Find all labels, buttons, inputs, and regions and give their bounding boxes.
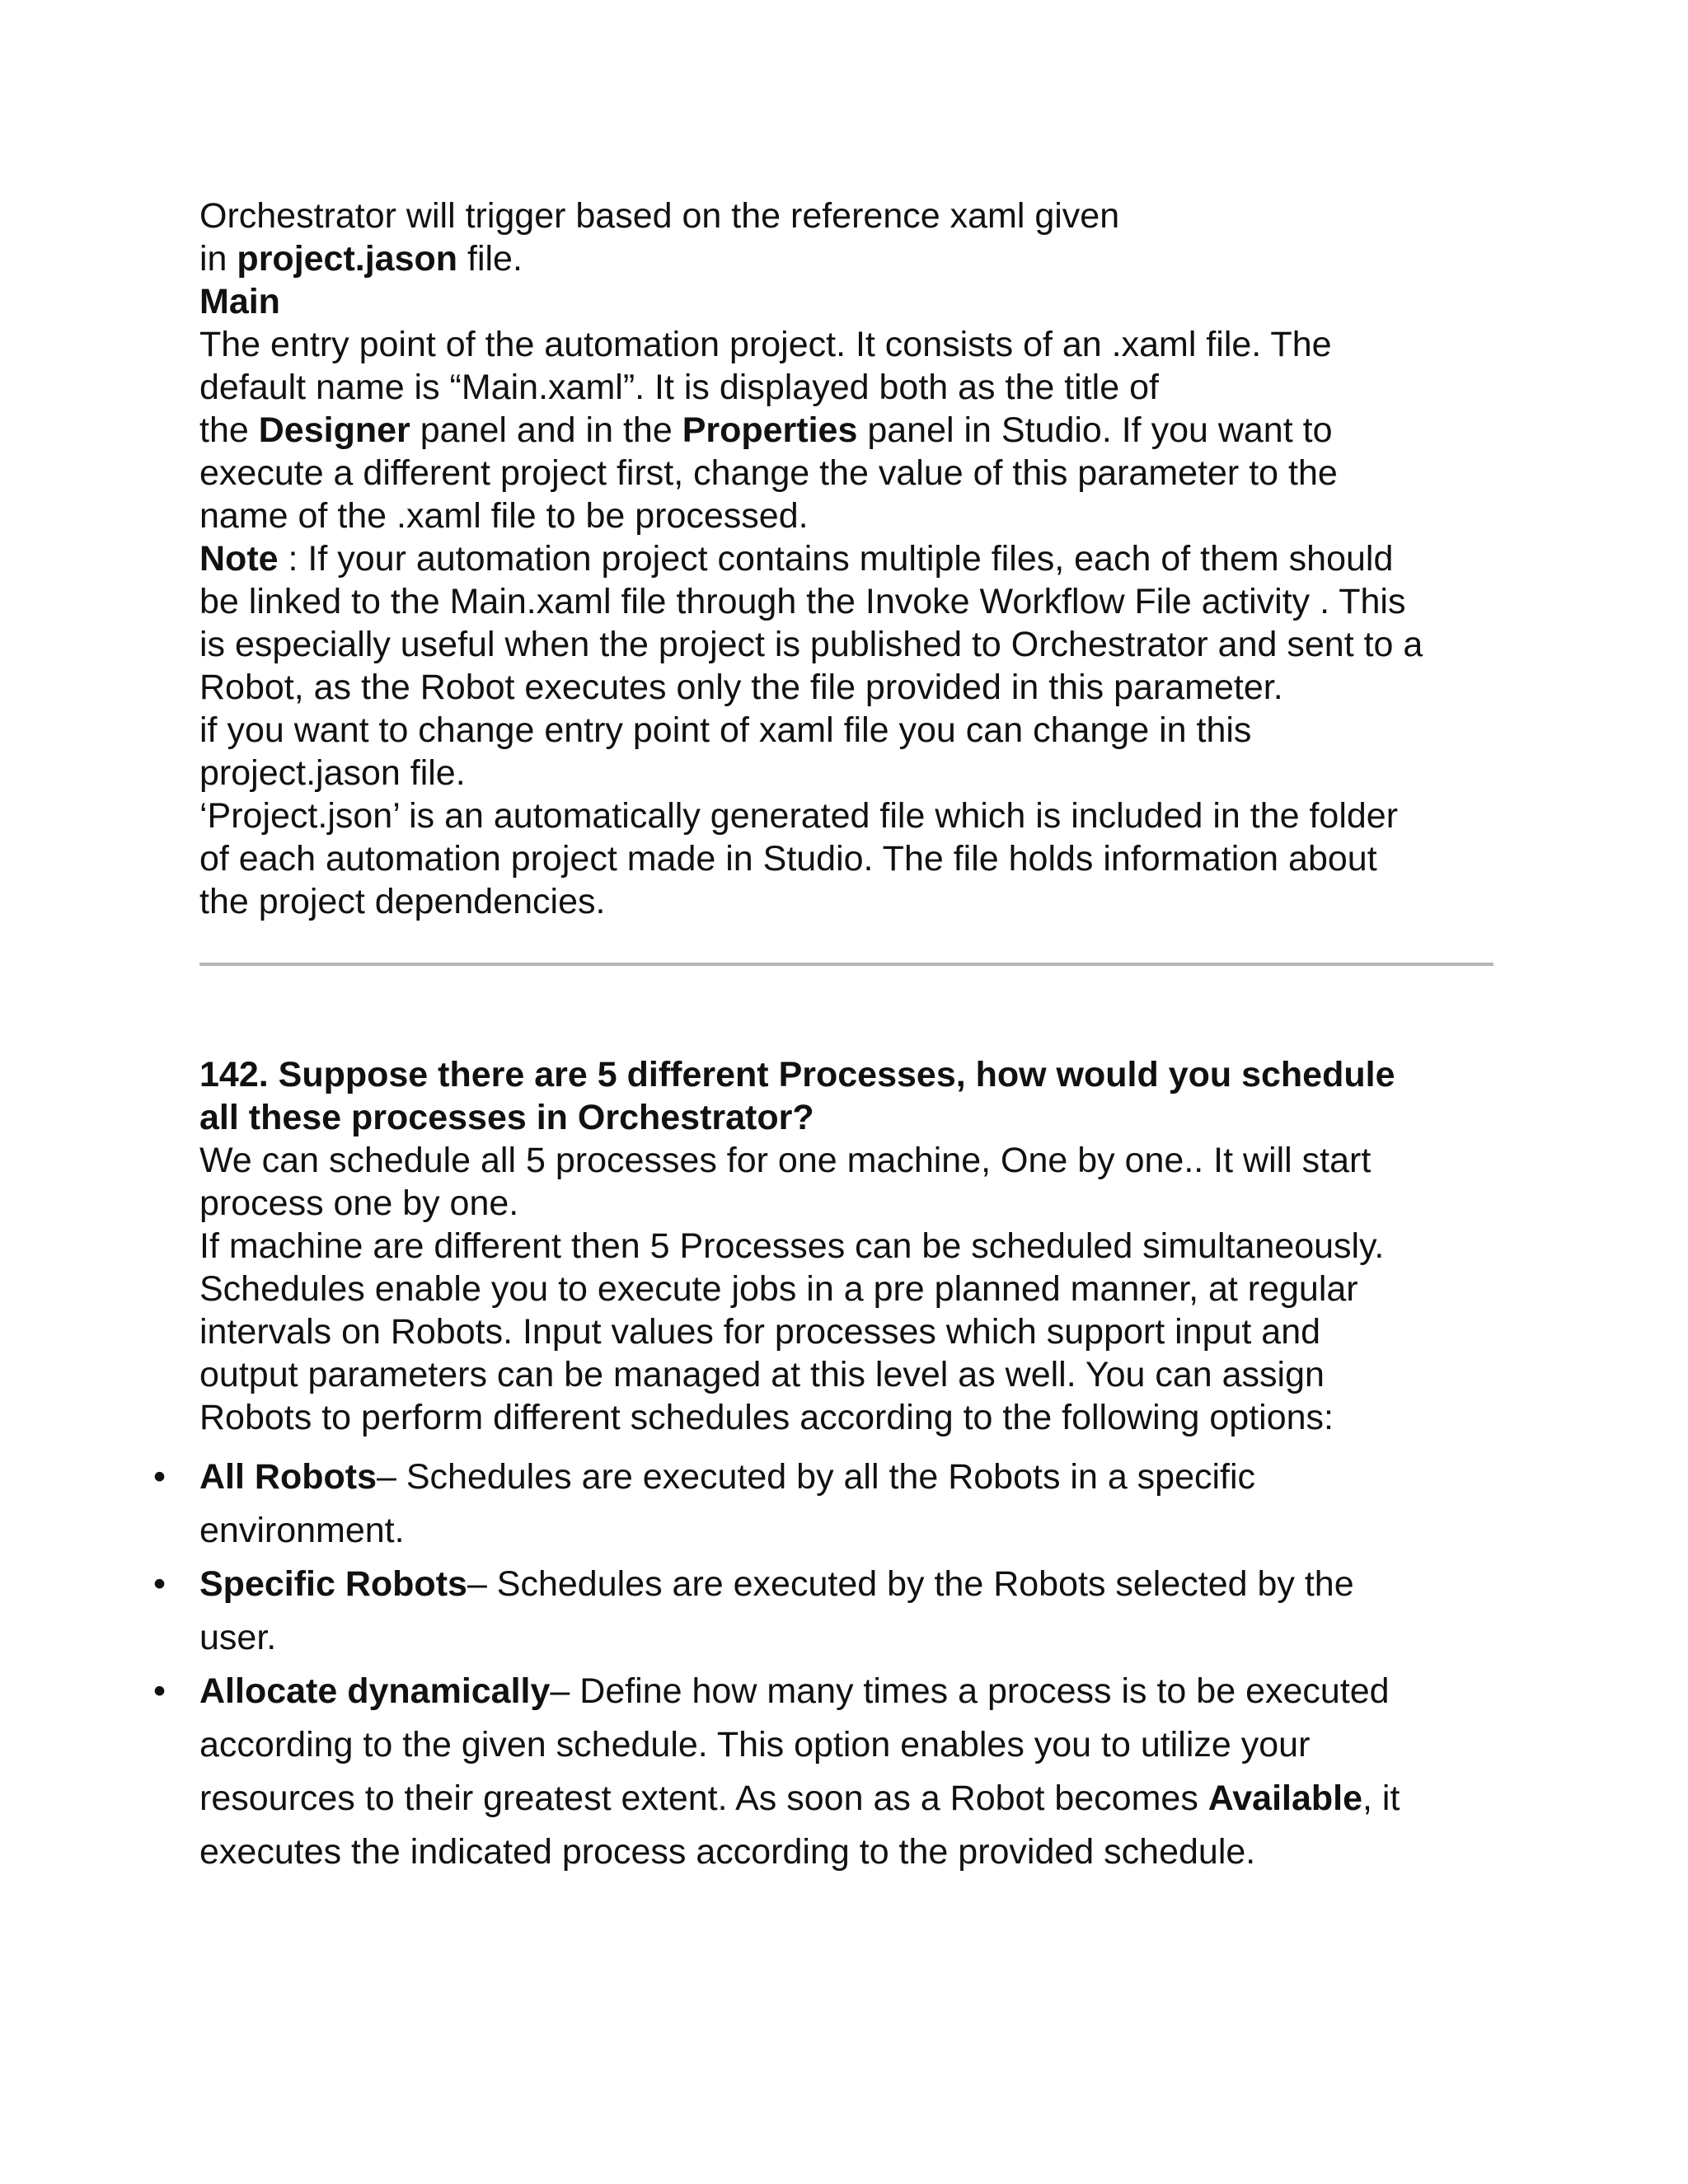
answer-line-7: Robots to perform different schedules according to the following options: — [199, 1398, 1334, 1437]
note-label: Note — [199, 539, 279, 579]
intro-line-2 — [199, 237, 1502, 280]
available-bold: Available — [1207, 1779, 1363, 1818]
all-robots-line-2: environment. — [199, 1511, 405, 1550]
allocate-line-3 — [199, 1772, 1502, 1825]
answer-line-5: intervals on Robots. Input values for processes which support input and — [199, 1312, 1321, 1352]
json-line-1: ‘Project.json’ is an automatically generated file which is included in the folder — [199, 796, 1399, 836]
note-line-3: is especially useful when the project is published to Orchestrator and sent to a — [199, 625, 1423, 664]
entry-line-2: project.jason file. — [199, 753, 466, 793]
main-para-line-1: The entry point of the automation project. It consists of an .xaml file. The — [199, 325, 1332, 364]
specific-robots-line-2: user. — [199, 1618, 277, 1657]
main-para-line-3 — [199, 409, 1502, 452]
list-item-specific-robots — [153, 1558, 1502, 1665]
answer-line-6: output parameters can be managed at this level as well. You can assign — [199, 1355, 1325, 1394]
answer-line-1: We can schedule all 5 processes for one machine, One by one.. It will start — [199, 1141, 1372, 1180]
project-jason-bold: project.jason — [237, 239, 458, 279]
horizontal-divider — [199, 963, 1493, 966]
specific-robots-label: Specific Robots — [199, 1564, 467, 1604]
main-heading: Main — [199, 282, 280, 321]
question-title-line-1: 142. Suppose there are 5 different Processes, how would you schedule — [199, 1055, 1395, 1094]
bullet-icon: • — [153, 1457, 166, 1497]
intro-line-2-pre: in — [199, 239, 237, 279]
note-line-1-text: : If your automation project contains multiple files, each of them should — [278, 539, 1394, 579]
main-para-line-3-post: panel in Studio. If you want to — [857, 410, 1333, 450]
note-line-2: be linked to the Main.xaml file through the Invoke Workflow File activity . This — [199, 582, 1406, 621]
bullet-icon: • — [153, 1564, 166, 1604]
entry-line-1: if you want to change entry point of xaml file you can change in this — [199, 710, 1252, 750]
main-para-line-4: execute a different project first, change the value of this parameter to the — [199, 453, 1338, 493]
main-para-line-5: name of the .xaml file to be processed. — [199, 496, 809, 536]
all-robots-text: – Schedules are executed by all the Robots in a specific — [376, 1457, 1256, 1497]
allocate-line-3-post: , it — [1362, 1779, 1400, 1818]
allocate-text: – Define how many times a process is to be executed — [550, 1671, 1390, 1711]
list-item-all-robots — [153, 1451, 1502, 1558]
allocate-line-2: according to the given schedule. This option enables you to utilize your — [199, 1725, 1311, 1765]
intro-line-2-post: file. — [457, 239, 523, 279]
question-142 — [199, 1053, 1502, 1439]
json-line-2: of each automation project made in Studio. The file holds information about — [199, 839, 1377, 879]
specific-robots-line-1 — [199, 1558, 1502, 1611]
all-robots-label: All Robots — [199, 1457, 377, 1497]
designer-bold: Designer — [258, 410, 410, 450]
intro-line-1: Orchestrator will trigger based on the reference xaml given — [199, 196, 1120, 236]
properties-bold: Properties — [682, 410, 858, 450]
answer-line-2: process one by one. — [199, 1183, 519, 1223]
answer-line-4: Schedules enable you to execute jobs in a pre planned manner, at regular — [199, 1269, 1358, 1309]
json-line-3: the project dependencies. — [199, 882, 606, 921]
main-para-line-2: default name is “Main.xaml”. It is displayed both as the title of — [199, 368, 1159, 407]
schedule-options-list — [153, 1451, 1502, 1879]
all-robots-line-1 — [199, 1451, 1502, 1504]
note-line-1 — [199, 537, 1502, 580]
list-item-allocate-dynamically — [153, 1665, 1502, 1879]
specific-robots-text: – Schedules are executed by the Robots selected by the — [467, 1564, 1354, 1604]
bullet-icon: • — [153, 1671, 166, 1711]
question-title-line-2: all these processes in Orchestrator? — [199, 1098, 814, 1137]
document-page — [153, 194, 1502, 1879]
allocate-line-3-pre: resources to their greatest extent. As soon as a Robot becomes — [199, 1779, 1208, 1818]
allocate-line-1 — [199, 1665, 1502, 1718]
allocate-label: Allocate dynamically — [199, 1671, 551, 1711]
note-line-4: Robot, as the Robot executes only the file provided in this parameter. — [199, 668, 1283, 707]
main-para-line-3-pre: the — [199, 410, 259, 450]
allocate-line-4: executes the indicated process according to the provided schedule. — [199, 1832, 1256, 1872]
answer-line-3: If machine are different then 5 Processes can be scheduled simultaneously. — [199, 1226, 1385, 1266]
main-para-line-3-mid: panel and in the — [410, 410, 682, 450]
